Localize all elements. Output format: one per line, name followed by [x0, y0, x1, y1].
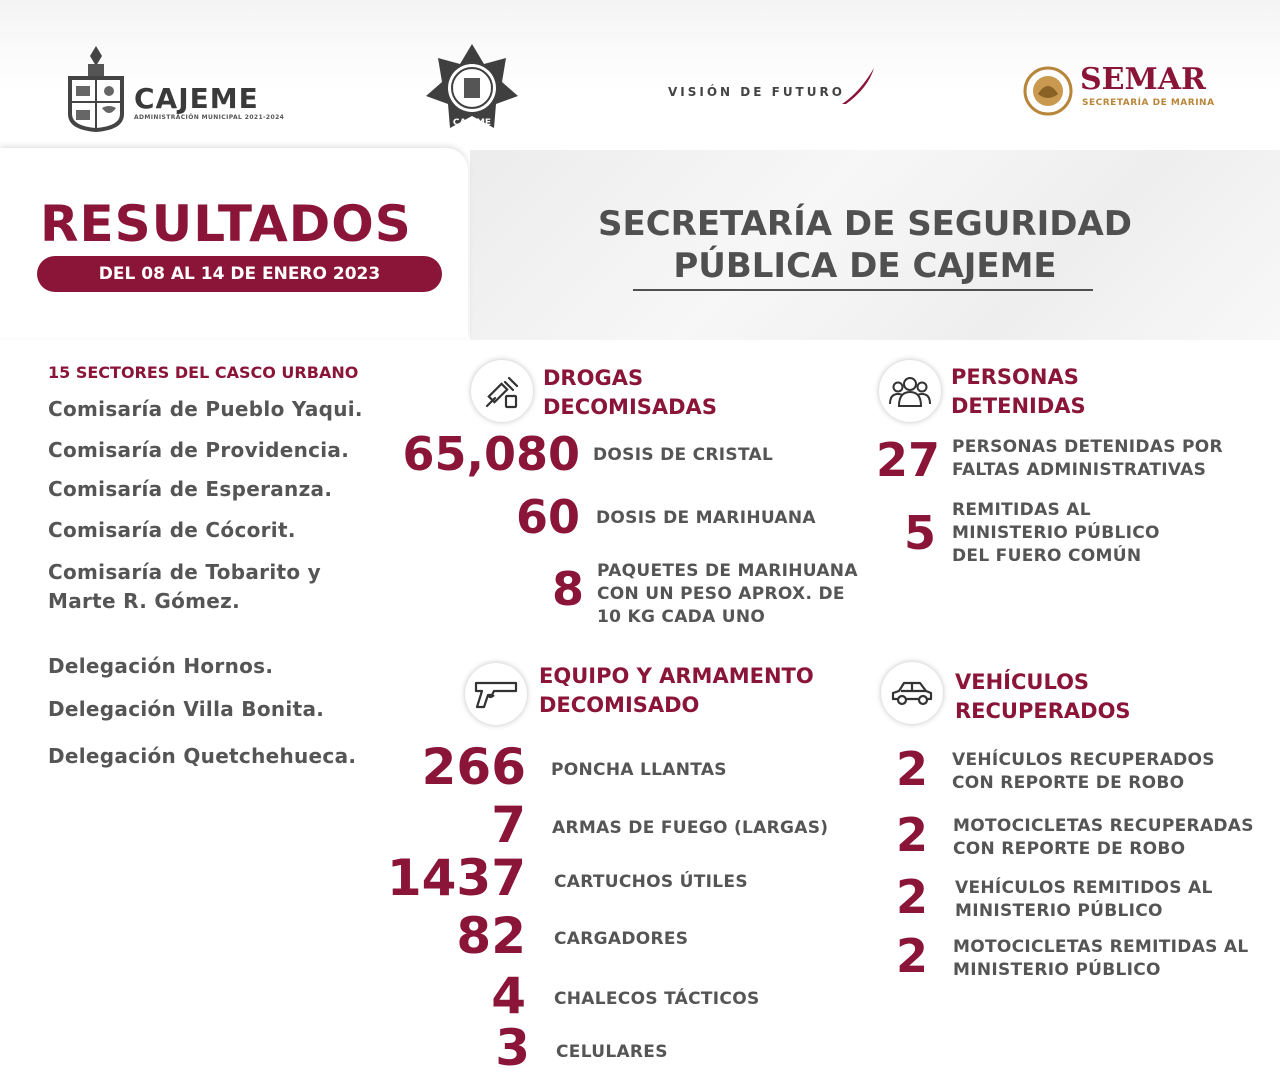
sector-item: Comisaría de Tobarito y [48, 560, 321, 584]
weapons-label-celulares: CELULARES [556, 1042, 668, 1062]
car-icon [890, 679, 934, 707]
weapons-title-line2: DECOMISADO [539, 693, 700, 717]
vehicles-value-remitidos: 2 [895, 870, 928, 924]
vehicles-label-remitidos [955, 877, 1213, 923]
label-line: MINISTERIO PÚBLICO [952, 523, 1160, 543]
sector-item: Comisaría de Cócorit. [48, 518, 296, 542]
semar-logo-name: SEMAR [1080, 62, 1206, 97]
weapons-value-cartuchos: 1437 [386, 849, 526, 907]
drugs-label-cristal: DOSIS DE CRISTAL [593, 445, 774, 465]
weapons-icon-circle [465, 663, 527, 725]
label-line: PERSONAS DETENIDAS POR [952, 437, 1223, 457]
weapons-value-chalecos: 4 [491, 967, 526, 1025]
date-range-badge: DEL 08 AL 14 DE ENERO 2023 [37, 256, 442, 292]
detained-label-faltas [952, 436, 1223, 482]
label-line: MOTOCICLETAS REMITIDAS AL [953, 937, 1249, 957]
sectors-heading: 15 SECTORES DEL CASCO URBANO [48, 363, 359, 382]
sector-item: Delegación Villa Bonita. [48, 697, 325, 721]
label-line: VEHÍCULOS REMITIDOS AL [955, 878, 1213, 898]
sector-item: Comisaría de Esperanza. [48, 477, 333, 501]
label-line: PAQUETES DE MARIHUANA [597, 561, 858, 581]
pistol-icon [474, 679, 518, 709]
weapons-title [539, 662, 814, 720]
weapons-label-cargadores: CARGADORES [554, 929, 689, 949]
weapons-value-armas: 7 [491, 796, 526, 854]
detained-value-faltas: 27 [875, 433, 940, 487]
vehicles-value-recuperados: 2 [895, 742, 928, 796]
motos-value-recuperadas: 2 [895, 808, 928, 862]
label-line: 10 KG CADA UNO [597, 607, 766, 627]
drugs-icon-circle [471, 360, 533, 422]
semar-eagle-seal-icon [1023, 66, 1073, 116]
detained-title-line2: DETENIDAS [951, 394, 1086, 418]
agency-title-line2: PÚBLICA DE CAJEME [673, 246, 1057, 286]
vision-logo-text: VISIÓN DE FUTURO [668, 85, 845, 99]
arrow-swoosh-icon [840, 66, 876, 106]
drugs-value-paquetes: 8 [551, 562, 584, 616]
label-line: CON UN PESO APROX. DE [597, 584, 845, 604]
detained-title-line1: PERSONAS [951, 365, 1079, 389]
label-line: DEL FUERO COMÚN [952, 546, 1142, 566]
vehicles-label-recuperados [952, 749, 1215, 795]
cajeme-logo-name: CAJEME [134, 82, 259, 115]
vehicles-title-line1: VEHÍCULOS [955, 670, 1090, 694]
sector-item: Comisaría de Providencia. [48, 438, 350, 462]
weapons-value-celulares: 3 [495, 1019, 530, 1077]
vehicles-icon-circle [881, 662, 943, 724]
drugs-label-paquetes [597, 560, 858, 629]
agency-title [560, 203, 1170, 287]
weapons-value-cargadores: 82 [456, 907, 526, 965]
cajeme-shield-icon [66, 44, 126, 132]
drugs-value-cristal: 65,080 [402, 427, 580, 481]
label-line: REMITIDAS AL [952, 500, 1091, 520]
results-title: RESULTADOS [40, 195, 412, 253]
motos-label-recuperadas [953, 815, 1254, 861]
sector-item: Delegación Quetchehueca. [48, 744, 357, 768]
label-line: MOTOCICLETAS RECUPERADAS [953, 816, 1254, 836]
weapons-label-cartuchos: CARTUCHOS ÚTILES [554, 872, 748, 892]
weapons-value-poncha: 266 [421, 738, 526, 796]
drugs-title-line2: DECOMISADAS [543, 395, 717, 419]
label-line: CON REPORTE DE ROBO [952, 773, 1185, 793]
vehicles-title-line2: RECUPERADOS [955, 699, 1131, 723]
sector-item: Delegación Hornos. [48, 654, 274, 678]
syringe-icon [483, 372, 521, 410]
label-line: CON REPORTE DE ROBO [953, 839, 1186, 859]
motos-label-remitidas [953, 936, 1249, 982]
weapons-label-poncha: PONCHA LLANTAS [551, 760, 727, 780]
people-icon [889, 374, 931, 408]
sector-item: Comisaría de Pueblo Yaqui. [48, 397, 363, 421]
label-line: MINISTERIO PÚBLICO [955, 901, 1163, 921]
drugs-title-line1: DROGAS [543, 366, 644, 390]
detained-value-remitidas: 5 [903, 506, 936, 560]
detained-label-remitidas [952, 499, 1160, 568]
label-line: MINISTERIO PÚBLICO [953, 960, 1161, 980]
drugs-value-marihuana: 60 [515, 490, 580, 544]
label-line: VEHÍCULOS RECUPERADOS [952, 750, 1215, 770]
agency-title-underline [633, 289, 1093, 291]
drugs-title [543, 364, 717, 422]
sector-item: Marte R. Gómez. [48, 589, 240, 613]
motos-value-remitidas: 2 [895, 929, 928, 983]
weapons-label-chalecos: CHALECOS TÁCTICOS [554, 989, 760, 1009]
agency-title-line1: SECRETARÍA DE SEGURIDAD [597, 204, 1133, 244]
cajeme-logo-subtitle: ADMINISTRACIÓN MUNICIPAL 2021-2024 [134, 114, 285, 121]
semar-logo-subtitle: SECRETARÍA DE MARINA [1082, 98, 1215, 108]
weapons-title-line1: EQUIPO Y ARMAMENTO [539, 664, 814, 688]
label-line: FALTAS ADMINISTRATIVAS [952, 460, 1207, 480]
drugs-label-marihuana: DOSIS DE MARIHUANA [596, 508, 816, 528]
police-star-text: CAJEME [452, 118, 492, 128]
detained-title [951, 363, 1086, 421]
vehicles-title [955, 668, 1131, 726]
people-icon-circle [879, 360, 941, 422]
weapons-label-armas: ARMAS DE FUEGO (LARGAS) [552, 818, 829, 838]
